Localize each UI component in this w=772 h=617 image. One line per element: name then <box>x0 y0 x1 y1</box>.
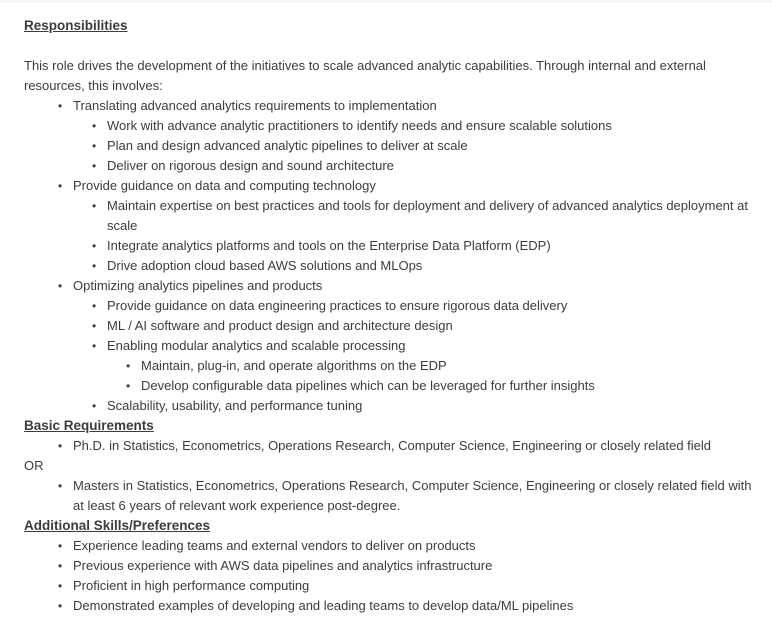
list-item <box>24 116 754 136</box>
list-item-text: Proficient in high performance computing <box>73 578 310 593</box>
bullet-icon: • <box>58 439 63 453</box>
bullet-icon: • <box>126 359 131 373</box>
blank-line <box>24 36 754 56</box>
section-intro: This role drives the development of the initiatives to scale advanced analytic capabilities. Through internal and external resources, this involves: <box>24 58 706 93</box>
list-item-text: Maintain expertise on best practices and tools for deployment and delivery of advanced analytics deployment at scale <box>107 198 748 233</box>
section-heading: Responsibilities <box>24 18 128 33</box>
list-item-text: Experience leading teams and external vendors to deliver on products <box>73 538 476 553</box>
list-item <box>24 196 754 236</box>
list-item-text: OR <box>24 458 44 473</box>
bullet-icon: • <box>58 599 63 613</box>
list-item <box>24 336 754 356</box>
bullet-icon: • <box>92 239 97 253</box>
list-item <box>24 136 754 156</box>
list-item <box>24 396 754 416</box>
job-description-document <box>0 3 772 616</box>
list-item-text: Demonstrated examples of developing and leading teams to develop data/ML pipelines <box>73 598 574 613</box>
bullet-icon: • <box>92 319 97 333</box>
list-item-text: Scalability, usability, and performance tuning <box>107 398 363 413</box>
list-item-text: Work with advance analytic practitioners to identify needs and ensure scalable solutions <box>107 118 612 133</box>
bullet-icon: • <box>126 379 131 393</box>
list-item <box>24 556 754 576</box>
bullet-icon: • <box>58 479 63 493</box>
list-item <box>24 316 754 336</box>
list-item-text: Integrate analytics platforms and tools on the Enterprise Data Platform (EDP) <box>107 238 551 253</box>
list-item <box>24 156 754 176</box>
list-item <box>24 276 754 296</box>
list-item-text: Previous experience with AWS data pipelines and analytics infrastructure <box>73 558 493 573</box>
section-3 <box>24 516 754 616</box>
bullet-icon: • <box>92 339 97 353</box>
bullet-icon: • <box>92 259 97 273</box>
list-item <box>24 576 754 596</box>
bullet-icon: • <box>58 99 63 113</box>
list-item-text: Masters in Statistics, Econometrics, Operations Research, Computer Science, Engineering or closely related field with at least 6 years of relevant work experience post-degree. <box>73 478 752 513</box>
list-item-text: Plan and design advanced analytic pipelines to deliver at scale <box>107 138 468 153</box>
list-item <box>24 376 754 396</box>
bullet-icon: • <box>92 199 97 213</box>
list-item <box>24 356 754 376</box>
list-item-text: Deliver on rigorous design and sound architecture <box>107 158 394 173</box>
list-item-text: Translating advanced analytics requirements to implementation <box>73 98 437 113</box>
bullet-icon: • <box>58 539 63 553</box>
section-heading: Additional Skills/Preferences <box>24 518 211 533</box>
bullet-icon: • <box>92 119 97 133</box>
bullet-icon: • <box>58 579 63 593</box>
list-item-text: Enabling modular analytics and scalable processing <box>107 338 406 353</box>
list-item-text: Maintain, plug-in, and operate algorithms on the EDP <box>141 358 447 373</box>
list-item-text: Optimizing analytics pipelines and products <box>73 278 323 293</box>
list-item <box>24 236 754 256</box>
bullet-icon: • <box>58 179 63 193</box>
bullet-icon: • <box>58 279 63 293</box>
list-item <box>24 456 754 476</box>
list-item <box>24 436 754 456</box>
list-item-text: Provide guidance on data engineering practices to ensure rigorous data delivery <box>107 298 568 313</box>
list-item <box>24 596 754 616</box>
list-item <box>24 176 754 196</box>
list-item <box>24 476 754 516</box>
bullet-icon: • <box>58 559 63 573</box>
list-item-text: ML / AI software and product design and architecture design <box>107 318 453 333</box>
bullet-icon: • <box>92 299 97 313</box>
list-item-text: Drive adoption cloud based AWS solutions and MLOps <box>107 258 423 273</box>
bullet-icon: • <box>92 139 97 153</box>
bullet-icon: • <box>92 159 97 173</box>
bullet-icon: • <box>92 399 97 413</box>
section-1 <box>24 16 754 416</box>
list-item <box>24 256 754 276</box>
list-item-text: Develop configurable data pipelines which can be leveraged for further insights <box>141 378 595 393</box>
list-item <box>24 536 754 556</box>
list-item <box>24 96 754 116</box>
section-heading: Basic Requirements <box>24 418 154 433</box>
section-2 <box>24 416 754 516</box>
list-item-text: Provide guidance on data and computing technology <box>73 178 376 193</box>
list-item-text: Ph.D. in Statistics, Econometrics, Operations Research, Computer Science, Engineering or closely related field <box>73 438 712 453</box>
list-item <box>24 296 754 316</box>
